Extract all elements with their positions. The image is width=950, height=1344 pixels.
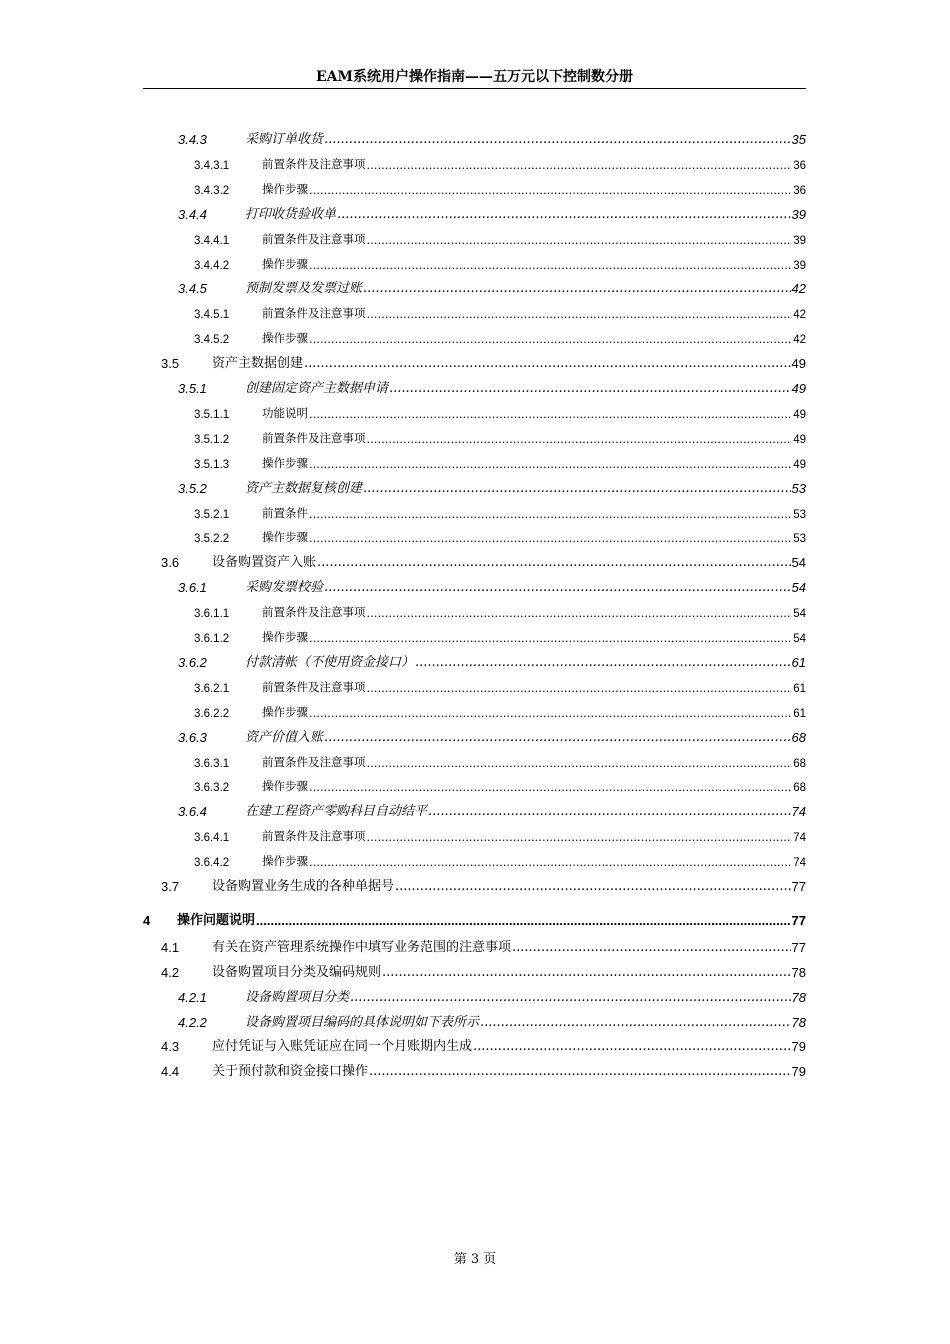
toc-entry[interactable]	[194, 774, 806, 794]
toc-entry[interactable]	[178, 575, 806, 595]
toc-entry-page: 54	[793, 608, 806, 621]
toc-entry[interactable]	[194, 252, 806, 272]
toc-entry-number: 3.4.4	[178, 206, 207, 222]
toc-dot-leader	[309, 708, 792, 720]
toc-dot-leader	[256, 915, 791, 928]
toc-entry[interactable]	[178, 985, 806, 1005]
toc-dot-leader	[367, 758, 793, 770]
toc-entry-page: 35	[791, 132, 806, 147]
toc-entry-page: 54	[791, 555, 806, 571]
toc-dot-leader	[309, 185, 792, 197]
toc-entry[interactable]	[161, 874, 806, 894]
toc-dot-leader	[309, 509, 792, 521]
toc-entry-page: 61	[791, 654, 806, 670]
toc-entry-title: 采购发票校验	[245, 580, 324, 596]
toc-entry-number: 3.4.3.1	[194, 159, 230, 172]
toc-dot-leader	[367, 833, 793, 845]
toc-dot-leader	[363, 483, 791, 496]
toc-entry-number: 3.4.3	[178, 132, 207, 147]
toc-entry-title: 设备购置项目分类	[245, 989, 350, 1005]
toc-entry[interactable]	[194, 426, 806, 446]
toc-entry[interactable]	[161, 351, 806, 371]
toc-dot-leader	[309, 534, 792, 546]
page-header-title: EAM系统用户操作指南——五万元以下控制数分册	[315, 69, 634, 85]
toc-entry-page: 74	[793, 857, 806, 870]
toc-entry-page: 36	[793, 159, 806, 172]
toc-entry-page: 53	[793, 508, 806, 521]
toc-entry[interactable]	[194, 177, 806, 197]
toc-entry[interactable]	[194, 700, 806, 720]
toc-entry-title: 前置条件及注意事项	[262, 156, 366, 171]
toc-entry[interactable]	[178, 476, 806, 496]
toc-entry[interactable]	[178, 1010, 806, 1030]
toc-entry-page: 49	[793, 408, 806, 421]
toc-entry-number: 3.5.1.1	[194, 408, 230, 421]
toc-entry-page: 49	[791, 356, 806, 372]
toc-dot-leader	[324, 732, 791, 745]
toc-entry-page: 77	[791, 912, 806, 928]
toc-dot-leader	[324, 582, 791, 595]
toc-dot-leader	[304, 358, 791, 371]
toc-dot-leader	[350, 992, 791, 1005]
toc-entry-title: 付款清帐（不使用资金接口）	[245, 654, 415, 670]
toc-entry-page: 42	[793, 309, 806, 322]
toc-entry-page: 53	[793, 533, 806, 546]
toc-entry-title: 设备购置资产入账	[212, 555, 317, 571]
toc-entry-number: 3.4.5.1	[194, 309, 230, 322]
toc-entry[interactable]	[178, 202, 806, 222]
toc-entry-number: 3.6.2.2	[194, 707, 230, 720]
toc-entry-title: 有关在资产管理系统操作中填写业务范围的注意事项	[212, 939, 512, 955]
toc-entry-number: 3.6.4	[178, 804, 207, 820]
toc-entry[interactable]	[178, 725, 806, 745]
toc-entry[interactable]	[194, 301, 806, 321]
toc-entry-number: 3.4.4.2	[194, 259, 230, 272]
toc-entry-number: 4.2.2	[178, 1014, 207, 1030]
toc-dot-leader	[367, 235, 793, 247]
toc-entry[interactable]	[194, 849, 806, 869]
toc-dot-leader	[309, 783, 792, 795]
toc-entry-page: 42	[791, 281, 806, 297]
toc-entry-title: 设备购置项目分类及编码规则	[212, 964, 382, 980]
toc-entry-number: 3.4.5.2	[194, 334, 230, 347]
toc-dot-leader	[369, 1066, 791, 1079]
toc-dot-leader	[309, 409, 792, 421]
toc-entry-number: 4.2.1	[178, 989, 207, 1005]
toc-entry[interactable]	[194, 824, 806, 844]
toc-entry[interactable]	[194, 451, 806, 471]
toc-dot-leader	[309, 634, 792, 646]
toc-entry-title: 资产主数据创建	[212, 356, 304, 372]
toc-entry[interactable]	[161, 960, 806, 980]
toc-dot-leader	[389, 383, 791, 396]
toc-entry-number: 3.5.2.1	[194, 508, 230, 521]
toc-entry-title: 前置条件及注意事项	[262, 306, 366, 321]
toc-entry-number: 3.5.2	[178, 480, 207, 496]
toc-entry-title: 前置条件及注意事项	[262, 829, 366, 844]
toc-entry-page: 61	[793, 707, 806, 720]
toc-entry-title: 设备购置项目编码的具体说明如下表所示	[245, 1014, 480, 1030]
toc-dot-leader	[367, 434, 793, 446]
toc-dot-leader	[473, 1041, 791, 1054]
toc-dot-leader	[363, 283, 791, 296]
toc-entry-title: 操作步骤	[262, 704, 308, 719]
toc-entry[interactable]	[194, 501, 806, 521]
toc-entry-title: 前置条件及注意事项	[262, 754, 366, 769]
toc-entry-page: 49	[793, 433, 806, 446]
toc-entry-page: 79	[791, 1039, 806, 1055]
toc-entry-page: 68	[793, 757, 806, 770]
toc-entry-number: 3.4.5	[178, 281, 207, 297]
toc-entry-page: 61	[793, 682, 806, 695]
toc-entry-page: 68	[793, 782, 806, 795]
toc-entry[interactable]	[178, 276, 806, 296]
toc-entry-title: 前置条件及注意事项	[262, 605, 366, 620]
toc-entry-page: 42	[793, 334, 806, 347]
toc-entry[interactable]	[178, 376, 806, 396]
toc-dot-leader	[367, 683, 793, 695]
toc-entry-title: 前置条件	[262, 505, 308, 520]
toc-entry-number: 3.6.2	[178, 654, 207, 670]
toc-entry-page: 39	[793, 234, 806, 247]
toc-dot-leader	[480, 1017, 791, 1030]
toc-entry-number: 3.4.3.2	[194, 184, 230, 197]
toc-dot-leader	[415, 657, 791, 670]
toc-dot-leader	[317, 557, 791, 570]
toc-entry[interactable]	[143, 908, 806, 928]
toc-entry-page: 53	[791, 480, 806, 496]
toc-entry-title: 操作步骤	[262, 181, 308, 196]
toc-entry-page: 78	[791, 964, 806, 980]
toc-entry-title: 功能说明	[262, 405, 308, 420]
toc-entry-number: 3.6.4.1	[194, 832, 230, 845]
toc-entry[interactable]	[161, 550, 806, 570]
toc-dot-leader	[428, 806, 791, 819]
toc-entry-number: 4.3	[161, 1039, 180, 1055]
toc-entry-number: 3.6.3.2	[194, 782, 230, 795]
toc-entry[interactable]	[178, 650, 806, 670]
toc-dot-leader	[512, 942, 791, 955]
toc-entry-number: 3.6.1.1	[194, 608, 230, 621]
toc-entry-page: 49	[791, 381, 806, 396]
toc-entry-page: 54	[791, 580, 806, 596]
toc-entry[interactable]	[194, 152, 806, 172]
page-number: 第 3 页	[453, 1252, 497, 1267]
toc-entry-title: 打印收货验收单	[245, 206, 337, 222]
toc-dot-leader	[395, 881, 791, 894]
toc-entry-page: 39	[791, 206, 806, 222]
toc-dot-leader	[309, 459, 792, 471]
toc-entry-page: 77	[791, 939, 806, 955]
toc-entry-number: 3.6	[161, 555, 180, 571]
toc-entry-number: 3.7	[161, 879, 180, 894]
toc-entry-title: 操作问题说明	[177, 912, 256, 928]
toc-entry-title: 操作步骤	[262, 530, 308, 545]
toc-dot-leader	[309, 858, 792, 870]
toc-entry-number: 3.6.3.1	[194, 757, 230, 770]
toc-entry-page: 49	[793, 458, 806, 471]
toc-entry[interactable]	[194, 750, 806, 770]
toc-entry[interactable]	[161, 1059, 806, 1079]
toc-entry-title: 在建工程资产零购科目自动结平	[245, 804, 428, 820]
header-rule	[143, 88, 806, 89]
toc-dot-leader	[324, 134, 791, 147]
toc-dot-leader	[309, 335, 792, 347]
toc-entry-page: 54	[793, 633, 806, 645]
toc-entry-page: 68	[791, 729, 806, 745]
toc-entry[interactable]	[194, 525, 806, 545]
toc-entry-number: 3.5	[161, 356, 180, 372]
toc-dot-leader	[367, 609, 793, 621]
toc-entry-page: 78	[791, 989, 806, 1005]
toc-entry-title: 采购订单收货	[245, 132, 324, 147]
toc-entry-title: 关于预付款和资金接口操作	[212, 1064, 369, 1080]
toc-entry-title: 操作步骤	[262, 779, 308, 794]
toc-entry-page: 78	[791, 1014, 806, 1030]
toc-entry-title: 资产主数据复核创建	[245, 480, 363, 496]
toc-entry-number: 3.6.4.2	[194, 857, 230, 870]
toc-entry-number: 3.5.1	[178, 381, 207, 396]
toc-entry[interactable]	[161, 935, 806, 955]
toc-entry-number: 4.1	[161, 939, 180, 955]
toc-entry-title: 资产价值入账	[245, 729, 324, 745]
toc-entry[interactable]	[194, 675, 806, 695]
toc-entry-number: 3.4.4.1	[194, 234, 230, 247]
toc-entry-number: 3.6.3	[178, 729, 207, 745]
toc-entry-page: 79	[791, 1064, 806, 1080]
toc-entry[interactable]	[161, 1034, 806, 1054]
toc-dot-leader	[367, 310, 793, 322]
toc-entry[interactable]	[194, 401, 806, 421]
toc-entry-page: 74	[791, 804, 806, 820]
toc-entry-title: 前置条件及注意事项	[262, 430, 366, 445]
toc-dot-leader	[309, 260, 792, 272]
toc-entry-title: 操作步骤	[262, 331, 308, 346]
toc-entry-title: 操作步骤	[262, 630, 308, 644]
toc-dot-leader	[367, 160, 793, 172]
toc-entry-title: 操作步骤	[262, 455, 308, 470]
toc-entry-number: 4.2	[161, 964, 180, 980]
toc-entry-number: 4.4	[161, 1064, 180, 1080]
toc-entry-number: 4	[143, 912, 151, 928]
toc-entry-title: 操作步骤	[262, 854, 308, 869]
toc-entry-title: 设备购置业务生成的各种单据号	[212, 879, 395, 894]
toc-entry[interactable]	[194, 227, 806, 247]
toc-entry-number: 3.5.2.2	[194, 533, 230, 546]
toc-entry-number: 3.5.1.2	[194, 433, 230, 446]
toc-entry-page: 74	[793, 832, 806, 845]
toc-entry-number: 3.5.1.3	[194, 458, 230, 471]
toc-entry-title: 前置条件及注意事项	[262, 679, 366, 694]
toc-entry-title: 操作步骤	[262, 256, 308, 271]
toc-entry-title: 预制发票及发票过账	[245, 281, 363, 297]
toc-entry[interactable]	[178, 799, 806, 819]
toc-entry-page: 36	[793, 184, 806, 197]
toc-entry[interactable]	[194, 625, 806, 645]
toc-entry-number: 3.6.1	[178, 580, 207, 596]
toc-dot-leader	[337, 209, 791, 222]
toc-entry-number: 3.6.1.2	[194, 633, 230, 645]
toc-entry[interactable]	[194, 326, 806, 346]
toc-entry-page: 39	[793, 259, 806, 272]
toc-entry-title: 创建固定资产主数据申请	[245, 381, 389, 396]
toc-entry[interactable]	[178, 127, 806, 147]
toc-entry-number: 3.6.2.1	[194, 682, 230, 695]
toc-entry-title: 应付凭证与入账凭证应在同一个月账期内生成	[212, 1039, 473, 1055]
toc-dot-leader	[382, 967, 791, 980]
toc-entry[interactable]	[194, 600, 806, 620]
toc-entry-title: 前置条件及注意事项	[262, 231, 366, 246]
toc-entry-page: 77	[791, 879, 806, 894]
